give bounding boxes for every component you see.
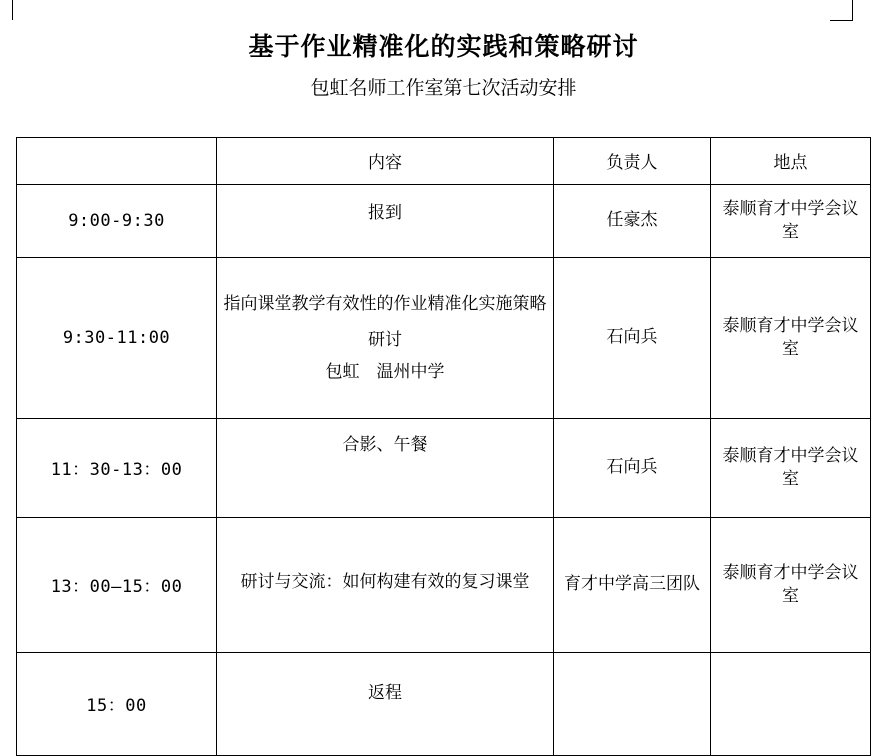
cell-place [711, 652, 871, 755]
column-header-person: 负责人 [554, 137, 711, 184]
cell-person: 任豪杰 [554, 184, 711, 257]
cell-place: 泰顺育才中学会议室 [711, 418, 871, 517]
cell-time: 9:00-9:30 [17, 184, 217, 257]
cell-content [217, 517, 554, 652]
cell-place: 泰顺育才中学会议室 [711, 184, 871, 257]
cell-content-main: 研讨与交流：如何构建有效的复习课堂 [240, 571, 530, 591]
cell-content [217, 652, 554, 755]
column-header-content: 内容 [217, 137, 554, 184]
cell-content-main: 报到 [368, 202, 402, 222]
column-header-time [17, 137, 217, 184]
cell-place: 泰顺育才中学会议室 [711, 517, 871, 652]
cell-person: 石向兵 [554, 257, 711, 418]
cell-time: 15：00 [17, 652, 217, 755]
cell-person: 石向兵 [554, 418, 711, 517]
cell-content-main: 指向课堂教学有效性的作业精准化实施策略研讨 [223, 294, 547, 349]
schedule-table [16, 137, 871, 756]
table-row [17, 184, 871, 257]
cell-content [217, 257, 554, 418]
cell-content-sub: 包虹 温州中学 [325, 361, 445, 381]
cell-content [217, 418, 554, 517]
cell-content-main: 合影、午餐 [342, 434, 428, 454]
cell-person [554, 652, 711, 755]
page-title: 基于作业精准化的实践和策略研讨 [248, 33, 639, 61]
column-header-place: 地点 [711, 137, 871, 184]
cell-place: 泰顺育才中学会议室 [711, 257, 871, 418]
cell-content-main: 返程 [368, 682, 402, 702]
table-header-row [17, 137, 871, 184]
cell-time: 9:30-11:00 [17, 257, 217, 418]
cell-time: 11：30-13：00 [17, 418, 217, 517]
table-row [17, 257, 871, 418]
cell-content [217, 184, 554, 257]
table-row [17, 418, 871, 517]
cell-time: 13：00—15：00 [17, 517, 217, 652]
table-row [17, 652, 871, 755]
page-subtitle: 包虹名师工作室第七次活动安排 [310, 78, 577, 99]
cell-person: 育才中学高三团队 [554, 517, 711, 652]
table-row [17, 517, 871, 652]
